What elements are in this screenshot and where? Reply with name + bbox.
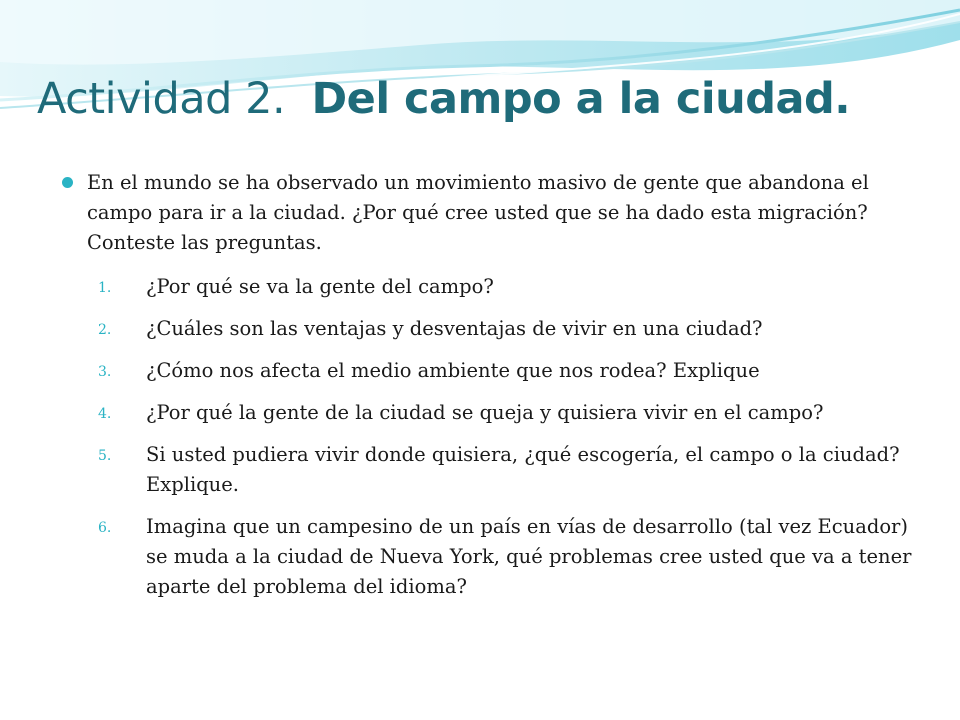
question-text: Si usted pudiera vivir donde quisiera, ¿qué escogería, el campo o la ciudad? Explique. [146, 443, 900, 496]
question-number: 1. [98, 280, 112, 296]
intro-text: En el mundo se ha observado un movimiento masivo de gente que abandona el campo para ir a la ciudad. ¿Por qué cree usted que se ha dado esta migración? Conteste las preguntas. [87, 171, 869, 254]
page-title [37, 74, 850, 124]
question-item [98, 440, 920, 500]
question-item [98, 398, 920, 428]
question-number: 2. [98, 322, 112, 338]
bullet-icon [62, 177, 73, 188]
question-text: ¿Por qué la gente de la ciudad se queja y quisiera vivir en el campo? [146, 401, 824, 424]
question-number: 6. [98, 520, 112, 536]
question-number: 3. [98, 364, 112, 380]
questions-list [60, 272, 920, 602]
question-text: Imagina que un campesino de un país en vías de desarrollo (tal vez Ecuador) se muda a la ciudad de Nueva York, qué problemas cree usted que va a tener aparte del problema del idioma? [146, 515, 912, 598]
intro-bullet [60, 168, 920, 258]
slide-content [60, 168, 920, 614]
title-bold: Del campo a la ciudad. [311, 74, 851, 124]
question-text: ¿Cómo nos afecta el medio ambiente que nos rodea? Explique [146, 359, 760, 382]
title-light: Actividad 2. [37, 74, 286, 124]
question-item [98, 356, 920, 386]
question-item [98, 272, 920, 302]
question-number: 5. [98, 448, 112, 464]
question-text: ¿Por qué se va la gente del campo? [146, 275, 494, 298]
question-number: 4. [98, 406, 112, 422]
question-item [98, 512, 920, 602]
question-text: ¿Cuáles son las ventajas y desventajas de vivir en una ciudad? [146, 317, 763, 340]
question-item [98, 314, 920, 344]
